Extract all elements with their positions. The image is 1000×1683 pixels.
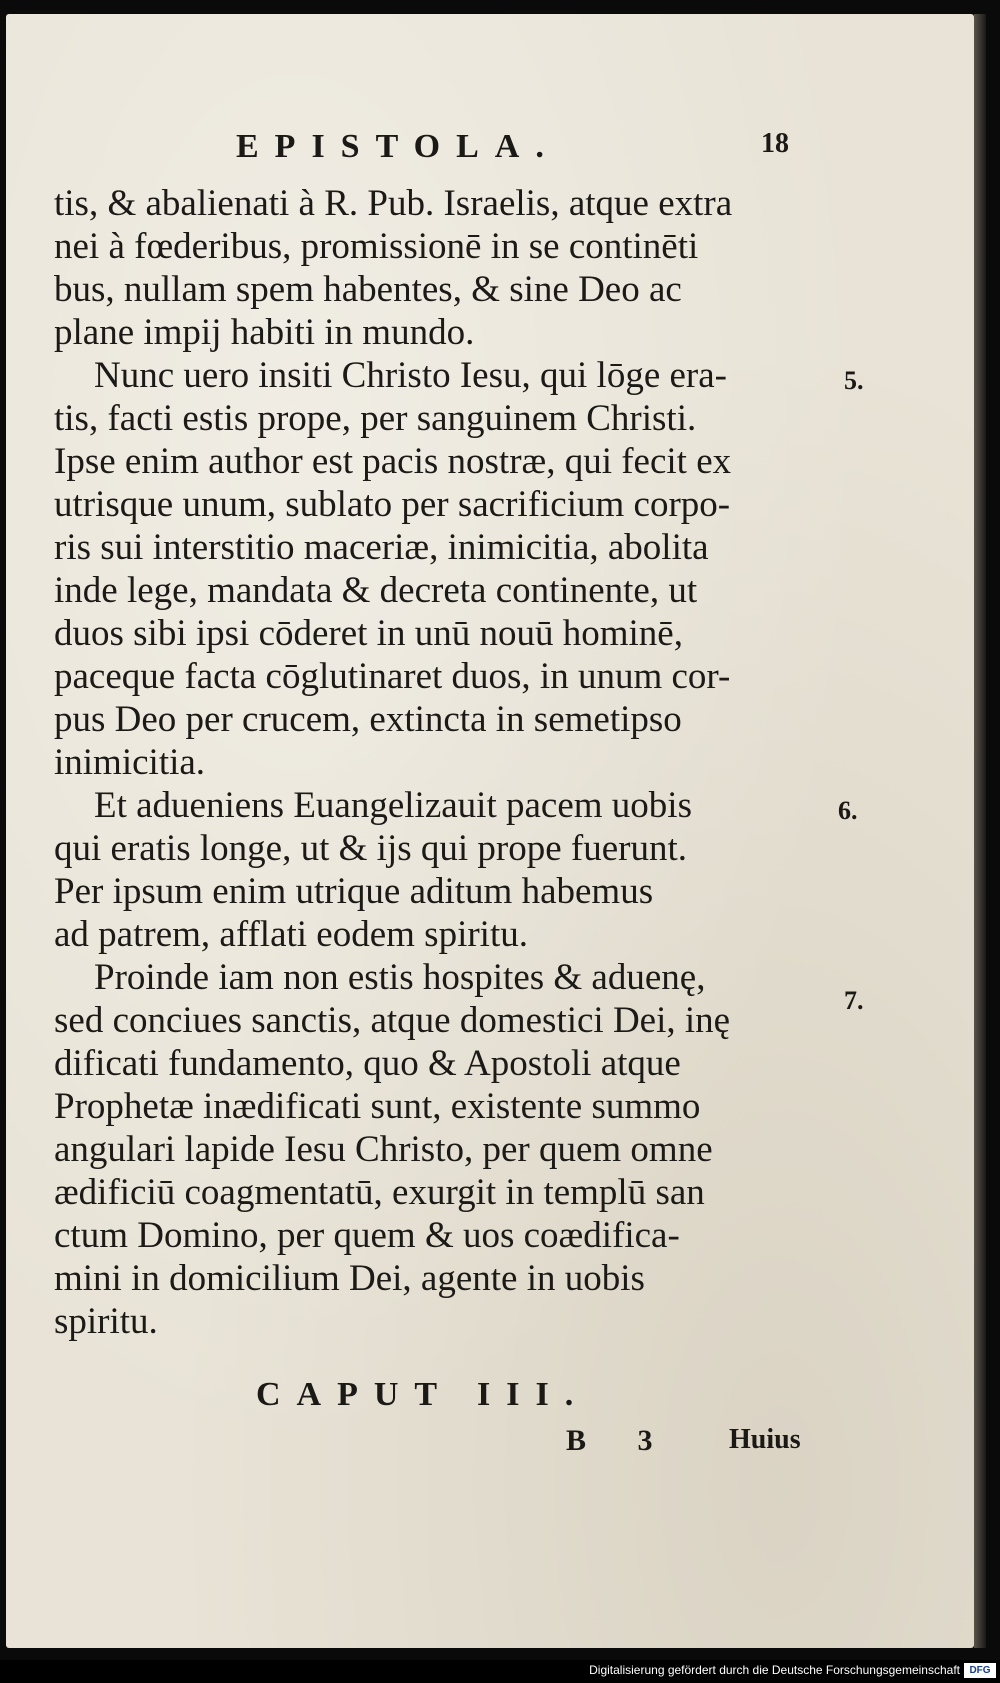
text-line: qui eratis longe, ut & ijs qui prope fuerunt. — [54, 828, 687, 869]
paragraph — [54, 354, 814, 784]
book-page — [6, 14, 974, 1648]
paragraph — [54, 182, 814, 354]
text-line: ædificiū coagmentatū, exurgit in templū san — [54, 1172, 705, 1213]
footer-bar — [0, 1660, 1000, 1683]
text-line: angulari lapide Iesu Christo, per quem omne — [54, 1129, 713, 1170]
text-line: bus, nullam spem habentes, & sine Deo ac — [54, 269, 682, 310]
text-line: ctum Domino, per quem & uos coædifica- — [54, 1215, 680, 1256]
text-line: nei à fœderibus, promissionē in se continēti — [54, 226, 699, 267]
text-line: paceque facta cōglutinaret duos, in unum cor- — [54, 656, 731, 697]
text-line: Per ipsum enim utrique aditum habemus — [54, 871, 654, 912]
text-line: dificati fundamento, quo & Apostoli atque — [54, 1043, 681, 1084]
text-line: tis, facti estis prope, per sanguinem Christi. — [54, 398, 697, 439]
margin-verse-number: 6. — [838, 796, 858, 825]
text-line: utrisque unum, sublato per sacrificium corpo- — [54, 484, 731, 525]
text-line: Et adueniens Euangelizauit pacem uobis — [94, 785, 692, 826]
footer-credit: Digitalisierung gefördert durch die Deutsche Forschungsgemeinschaft — [589, 1663, 960, 1677]
text-line: Prophetæ inædificati sunt, existente summo — [54, 1086, 701, 1127]
paragraph — [54, 784, 814, 956]
margin-verse-number: 7. — [844, 986, 864, 1015]
text-line: Ipse enim author est pacis nostræ, qui fecit ex — [54, 441, 732, 482]
text-line: spiritu. — [54, 1301, 158, 1342]
text-line: tis, & abalienati à R. Pub. Israelis, atque extra — [54, 183, 733, 224]
text-line: ad patrem, afflati eodem spiritu. — [54, 914, 528, 955]
text-line: plane impij habiti in mundo. — [54, 312, 475, 353]
text-line: inimicitia. — [54, 742, 206, 783]
text-line: pus Deo per crucem, extincta in semetipso — [54, 699, 682, 740]
running-title: EPISTOLA. — [236, 128, 560, 165]
signature-mark: B 3 — [566, 1424, 675, 1457]
margin-verse-number: 5. — [844, 366, 864, 395]
main-text — [54, 182, 814, 1343]
catchword: Huius — [729, 1424, 801, 1455]
paragraph — [54, 956, 814, 1343]
text-line: sed conciues sanctis, atque domestici Dei, inę — [54, 1000, 731, 1041]
text-line: inde lege, mandata & decreta continente, ut — [54, 570, 698, 611]
page-header — [6, 114, 974, 174]
text-line: ris sui interstitio maceriæ, inimicitia, abolita — [54, 527, 709, 568]
dfg-logo: DFG — [964, 1663, 996, 1678]
text-line: duos sibi ipsi cōderet in unū nouū hominē, — [54, 613, 683, 654]
page-edge-shadow — [974, 14, 986, 1648]
chapter-heading: CAPUT III. — [256, 1376, 590, 1413]
text-line: Nunc uero insiti Christo Iesu, qui lōge era- — [94, 355, 727, 396]
page-number: 18 — [761, 128, 789, 159]
text-line: Proinde iam non estis hospites & aduenę, — [94, 957, 706, 998]
text-line: mini in domicilium Dei, agente in uobis — [54, 1258, 645, 1299]
